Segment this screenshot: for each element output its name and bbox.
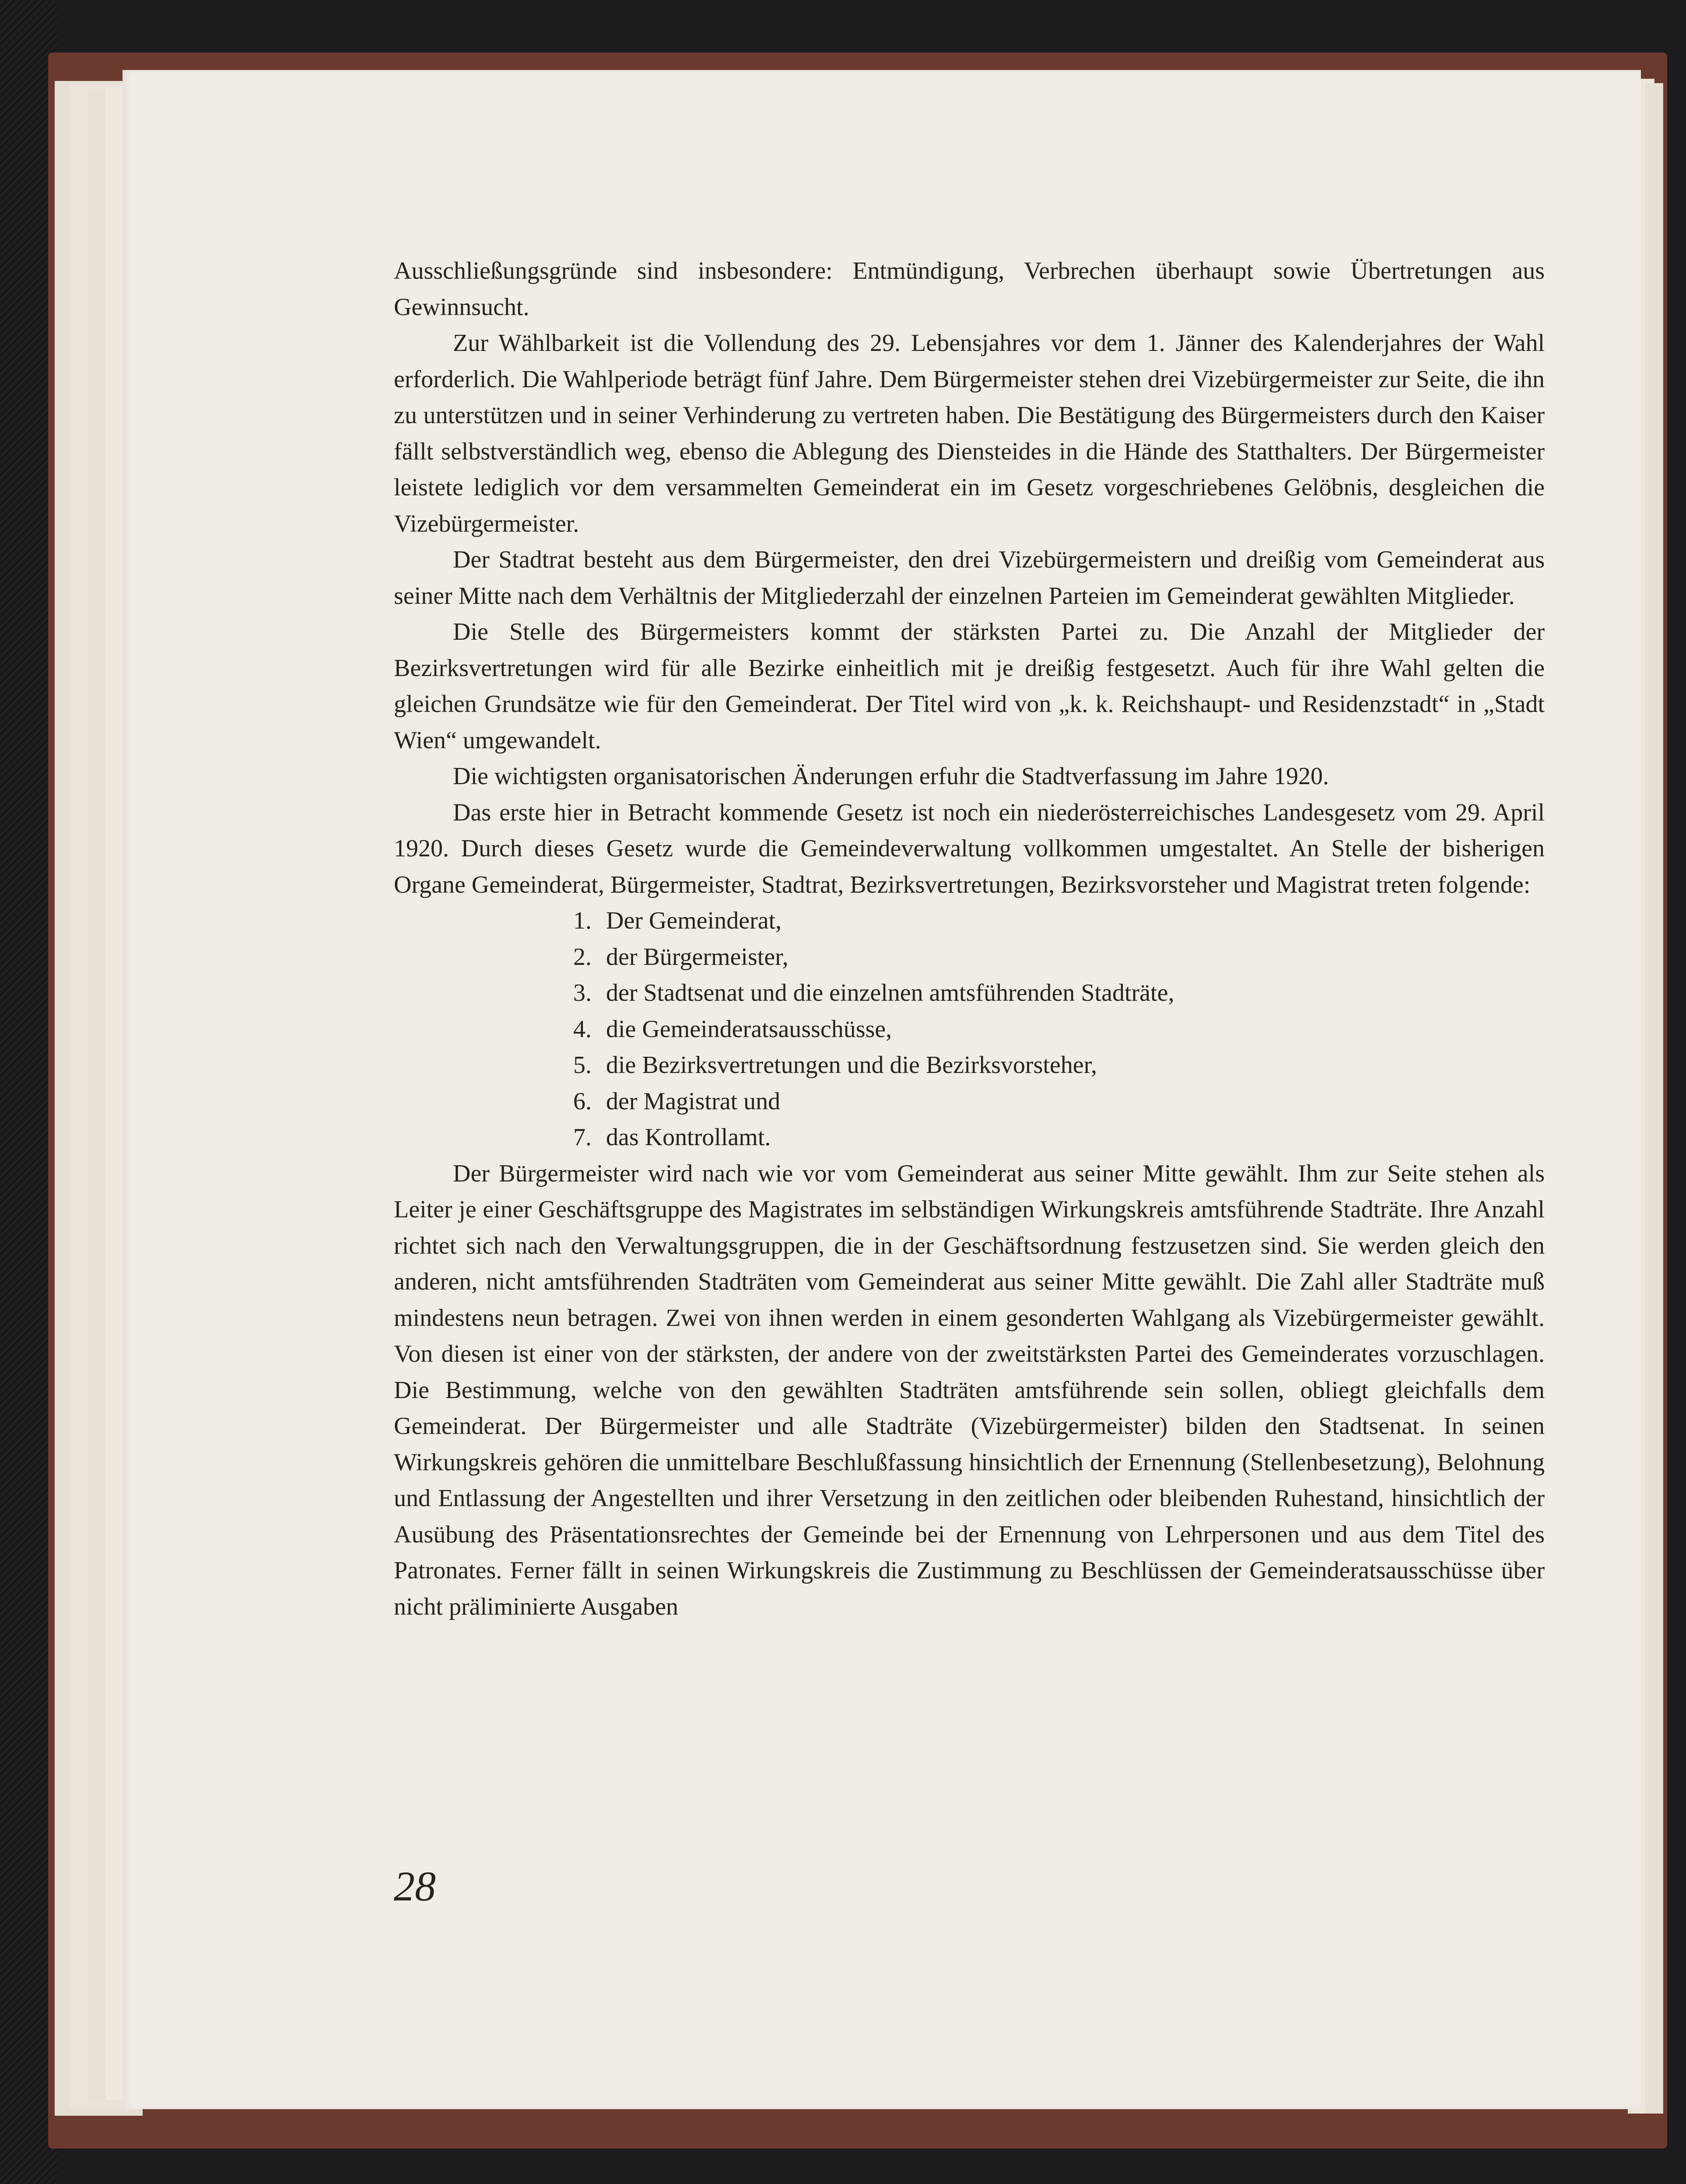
list-number: 7. [573, 1124, 592, 1151]
list-text: die Bezirksvertretungen und die Bezirksvorsteher, [606, 1052, 1097, 1079]
paragraph: Die wichtigsten organisatorischen Änderungen erfuhr die Stadtverfassung im Jahre 1920. [453, 763, 1329, 790]
list-item [394, 975, 1545, 1011]
paragraph: Zur Wählbarkeit ist die Vollendung des 29. Lebensjahres vor dem 1. Jänner des Kalenderjahres der Wahl erforderlich. Die Wahlperiode beträgt fünf Jahre. Dem Bürgermeister stehen drei Vizebürgermeister zur Seite, die ihn zu unterstützen und in seiner Verhinderung zu vertreten haben. Die Bestätigung des Bürgermeisters durch den Kaiser fällt selbstverständlich weg, ebenso die Ablegung des Diensteides in die Hände des Statthalters. Der Bürgermeister leistete lediglich vor dem versammelten Gemeinderat ein im Gesetz vorgeschriebenes Gelöbnis, desgleichen die Vizebürgermeister. [394, 330, 1545, 537]
paragraph: Die Stelle des Bürgermeisters kommt der stärksten Partei zu. Die Anzahl der Mitglieder der Bezirksvertretungen wird für alle Bezirke einheitlich mit je dreißig festgesetzt. Auch für ihre Wahl gelten die gleichen Grundsätze wie für den Gemeinderat. Der Titel wird von „k. k. Reichshaupt- und Residenzstadt“ in „Stadt Wien“ umgewandelt. [394, 618, 1545, 754]
list-text: Der Gemeinderat, [606, 907, 782, 934]
paragraph: Der Bürgermeister wird nach wie vor vom Gemeinderat aus seiner Mitte gewählt. Ihm zur Seite stehen als Leiter je einer Geschäftsgruppe des Magistrates im selbständigen Wirkungskreis amtsführende Stadträte. Ihre Anzahl richtet sich nach den Verwaltungsgruppen, die in der Geschäftsordnung festzusetzen sind. Sie werden gleich den anderen, nicht amtsführenden Stadträten vom Gemeinderat aus seiner Mitte gewählt. Die Zahl aller Stadträte muß mindestens neun betragen. Zwei von ihnen werden in einem gesonderten Wahlgang als Vizebürgermeister gewählt. Von diesen ist einer von der stärksten, der andere von der zweitstärksten Partei des Gemeinderates vorzuschlagen. Die Bestimmung, welche von den gewählten Stadträten amtsführende sein sollen, obliegt gleichfalls dem Gemeinderat. Der Bürgermeister und alle Stadträte (Vizebürgermeister) bilden den Stadtsenat. In seinen Wirkungskreis gehören die unmittelbare Beschlußfassung hinsichtlich der Ernennung (Stellenbesetzung), Belohnung und Entlassung der Angestellten und ihrer Versetzung in den zeitlichen oder bleibenden Ruhestand, hinsichtlich der Ausübung des Präsentationsrechtes der Gemeinde bei der Ernennung von Lehrpersonen und aus dem Titel des Patronates. Ferner fällt in seinen Wirkungskreis die Zustimmung zu Beschlüssen der Gemeinderatsausschüsse über nicht präliminierte Ausgaben [394, 1160, 1545, 1620]
list-text: das Kontrollamt. [606, 1124, 771, 1151]
list-text: die Gemeinderatsausschüsse, [606, 1015, 892, 1043]
list-number: 5. [573, 1052, 592, 1079]
page-edge [1645, 83, 1663, 2114]
organs-list [394, 903, 1545, 1156]
list-item [394, 1047, 1545, 1083]
list-item [394, 1083, 1545, 1120]
list-item [394, 939, 1545, 975]
list-text: der Magistrat und [606, 1087, 781, 1115]
list-text: der Bürgermeister, [606, 943, 789, 971]
list-number: 4. [573, 1015, 592, 1043]
list-number: 3. [573, 979, 592, 1006]
list-item [394, 1119, 1545, 1156]
list-number: 6. [573, 1087, 592, 1115]
list-item [394, 1011, 1545, 1048]
body-text [394, 253, 1545, 1625]
paragraph: Der Stadtrat besteht aus dem Bürgermeister, den drei Vizebürgermeistern und dreißig vom Gemeinderat aus seiner Mitte nach dem Verhältnis der Mitgliederzahl der einzelnen Parteien im Gemeinderat gewählten Mitglieder. [394, 546, 1545, 610]
list-number: 2. [573, 943, 592, 971]
page-number: 28 [394, 1863, 436, 1910]
list-number: 1. [573, 907, 592, 934]
list-item [394, 903, 1545, 939]
paragraph: Ausschließungsgründe sind insbesondere: Entmündigung, Verbrechen überhaupt sowie Übertretungen aus Gewinnsucht. [394, 257, 1545, 321]
list-text: der Stadtsenat und die einzelnen amtsführenden Stadträte, [606, 979, 1174, 1006]
paragraph: Das erste hier in Betracht kommende Gesetz ist noch ein niederösterreichisches Landesgesetz vom 29. April 1920. Durch dieses Gesetz wurde die Gemeindeverwaltung vollkommen umgestaltet. An Stelle der bisherigen Organe Gemeinderat, Bürgermeister, Stadtrat, Bezirksvertretungen, Bezirksvorsteher und Magistrat treten folgende: [394, 799, 1545, 898]
